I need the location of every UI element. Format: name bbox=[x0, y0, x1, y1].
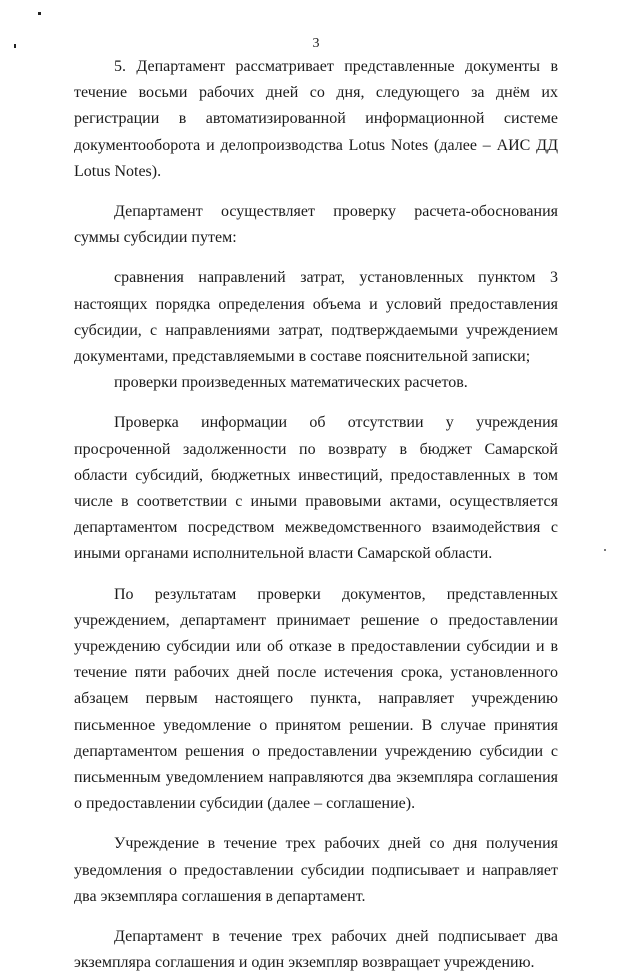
document-body bbox=[74, 54, 558, 977]
paragraph-institution-signing: Учреждение в течение трех рабочих дней со дня получения уведомления о предоставлении субсидии подписывает и направляет два экземпляра соглашения в департамент. bbox=[74, 835, 558, 905]
paragraph-review-period: 5. Департамент рассматривает представленные документы в течение восьми рабочих дней со дня, следующего за днём их регистрации в автоматизированной информационной системе документооборота и делопроизводства Lotus Notes (далее – АИС ДД Lotus Notes). bbox=[74, 58, 558, 180]
paragraph-debt-check: Проверка информации об отсутствии у учреждения просроченной задолженности по возврату в бюджет Самарской области субсидий, бюджетных инвестиций, предоставленных в том числе в соответствии с иными правовыми актами, осуществляется департаментом посредством межведомственного взаимодействия с иными органами исполнительной власти Самарской области. bbox=[74, 414, 558, 563]
paragraph-verification-intro: Департамент осуществляет проверку расчета-обоснования суммы субсидии путем: bbox=[74, 203, 558, 247]
scan-speck bbox=[604, 549, 606, 551]
paragraph-decision: По результатам проверки документов, представленных учреждением, департамент принимает решение о предоставлении учреждению субсидии или об отказе в предоставлении субсидии и в течение пяти рабочих дней после истечения срока, установленного абзацем первым настоящего пункта, направляет учреждению письменное уведомление о принятом решении. В случае принятия департаментом решения о предоставлении учреждению субсидии с письменным уведомлением направляются два экземпляра соглашения о предоставлении субсидии (далее – соглашение). bbox=[74, 585, 558, 813]
paragraph-math-check: проверки произведенных математических расчетов. bbox=[114, 374, 468, 392]
scan-speck bbox=[38, 12, 41, 15]
paragraph-department-signing: Департамент в течение трех рабочих дней подписывает два экземпляра соглашения и один экземпляр возвращает учреждению. bbox=[74, 928, 558, 972]
page-number: 3 bbox=[312, 36, 320, 51]
paragraph-cost-comparison: сравнения направлений затрат, установленных пунктом 3 настоящих порядка определения объема и условий предоставления субсидии, с направлениями затрат, подтверждаемыми учреждением документами, представляемыми в составе пояснительной записки; bbox=[74, 269, 558, 366]
